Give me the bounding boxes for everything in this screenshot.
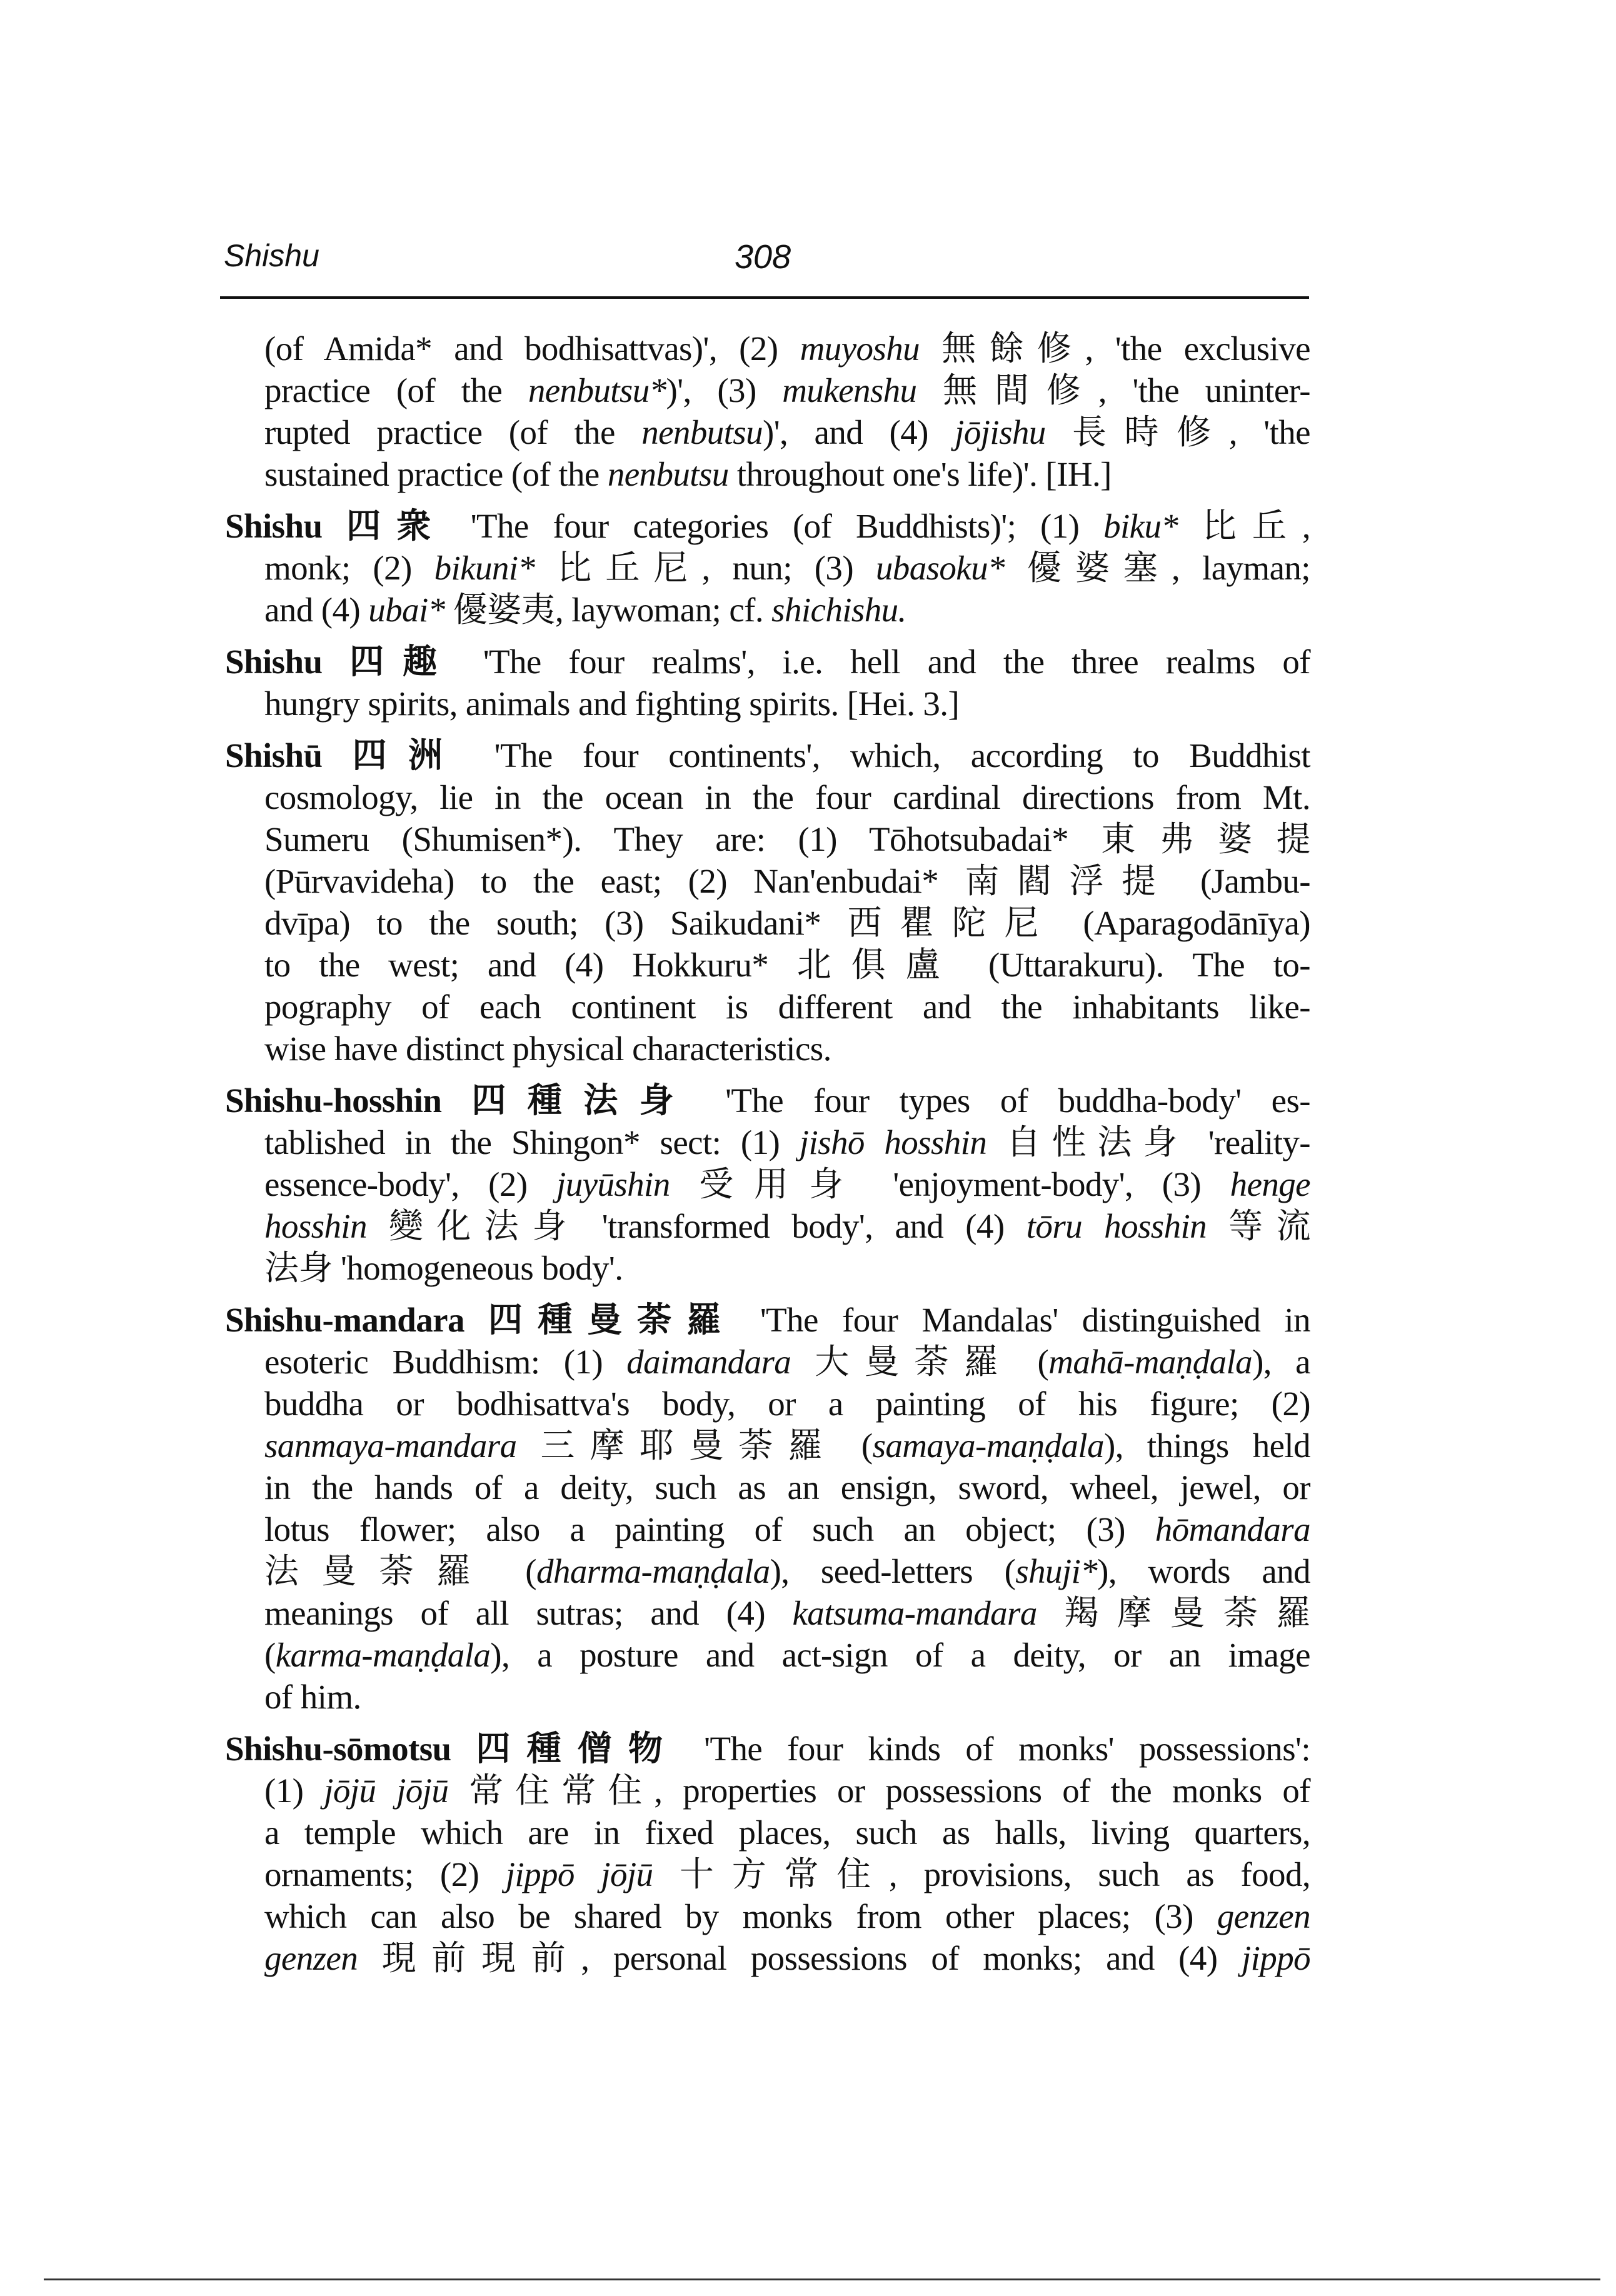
text-line — [264, 1205, 1310, 1247]
text-line — [264, 776, 1310, 818]
italic-term: jōjishu — [955, 413, 1046, 451]
text-run: hungry spirits, animals and fighting spirits. [Hei. 3.] — [264, 684, 960, 723]
text-run: to the west; and (4) Hokkuru* 北俱盧 (Uttarakuru). The to- — [264, 946, 1310, 984]
italic-term: jippō jōjū — [505, 1855, 653, 1893]
text-line — [264, 944, 1310, 986]
text-run: )', (3) — [666, 371, 783, 409]
text-run: ), things held — [1104, 1426, 1311, 1465]
text-line — [225, 641, 1310, 683]
text-run: 'The four continents', which, according to Buddhist — [464, 736, 1310, 775]
text-line — [264, 1895, 1310, 1937]
text-run: 變化法身 'transformed body', and (4) — [366, 1207, 1026, 1245]
entry-continuation — [225, 328, 1310, 495]
text-run: 現前現前, personal possessions of monks; and (4) — [358, 1939, 1242, 1977]
text-run: ), a posture and act-sign of a deity, or an image — [490, 1636, 1310, 1674]
headword: Shishū 四洲 — [225, 736, 464, 775]
text-run: wise have distinct physical characteristics. — [264, 1030, 831, 1068]
italic-term: nenbutsu* — [528, 371, 666, 409]
text-line — [264, 1853, 1310, 1895]
text-run: meanings of all sutras; and (4) — [264, 1594, 793, 1632]
text-line — [264, 1028, 1310, 1070]
text-run: practice (of the — [264, 371, 528, 409]
headword: Shishu-sōmotsu 四種僧物 — [225, 1730, 680, 1768]
italic-term: katsuma-mandara — [792, 1594, 1037, 1632]
italic-term: mukenshu — [782, 371, 917, 409]
dictionary-entry — [225, 505, 1310, 631]
text-line — [264, 328, 1310, 369]
text-run: 等流 — [1207, 1207, 1311, 1245]
text-run: 常住常住, properties or possessions of the monks of — [448, 1772, 1310, 1810]
text-line — [264, 1592, 1310, 1634]
text-run: buddha or bodhisattva's body, or a painting of his figure; (2) — [264, 1385, 1310, 1423]
italic-term: genzen — [264, 1939, 358, 1977]
text-run: ornaments; (2) — [264, 1855, 506, 1893]
italic-term: karma-maṇḍala — [275, 1636, 491, 1674]
italic-term: nenbutsu — [641, 413, 763, 451]
italic-term: ubai* — [368, 591, 445, 629]
text-run: Sumeru (Shumisen*). They are: (1) Tōhotsubadai* 東弗婆提 — [264, 820, 1310, 858]
text-run: in the hands of a deity, such as an ensign, sword, wheel, jewel, or — [264, 1468, 1310, 1506]
italic-term: biku* — [1103, 507, 1178, 545]
text-run: )', and (4) — [763, 413, 955, 451]
text-line — [225, 1080, 1310, 1121]
italic-term: juyūshin — [556, 1165, 670, 1203]
text-run: ), words and — [1097, 1552, 1311, 1590]
text-line — [264, 1341, 1310, 1383]
italic-term: bikuni* — [434, 549, 535, 587]
text-line — [264, 1247, 1310, 1289]
text-run: 優婆夷, laywoman; cf. — [444, 591, 772, 629]
italic-term: genzen — [1217, 1897, 1310, 1935]
text-line — [264, 1121, 1310, 1163]
text-line — [225, 734, 1310, 776]
text-run: a temple which are in fixed places, such as halls, living quarters, — [264, 1813, 1310, 1852]
text-line — [264, 1676, 1310, 1718]
text-run: 受用身 'enjoyment-body', (3) — [670, 1165, 1230, 1203]
text-line — [264, 1550, 1310, 1592]
text-run: (of Amida* and bodhisattvas)', (2) — [264, 329, 800, 368]
text-run: (Pūrvavideha) to the east; (2) Nan'enbudai* 南閻浮提 (Jambu- — [264, 862, 1310, 900]
text-run: 比丘, — [1178, 507, 1310, 545]
text-run: 無間修, 'the uninter- — [916, 371, 1310, 409]
italic-term: hōmandara — [1155, 1510, 1310, 1548]
text-line — [264, 369, 1310, 411]
text-line — [264, 1425, 1310, 1466]
text-run: esoteric Buddhism: (1) — [264, 1343, 627, 1381]
text-run: 優婆塞, layman; — [1004, 549, 1310, 587]
text-line — [264, 1466, 1310, 1508]
dictionary-entry — [225, 641, 1310, 724]
italic-term: jishō hosshin — [799, 1123, 987, 1161]
text-run: and (4) — [264, 591, 369, 629]
text-run: ), seed-letters ( — [770, 1552, 1016, 1590]
text-run: lotus flower; also a painting of such an object; (3) — [264, 1510, 1155, 1548]
text-line — [264, 1634, 1310, 1676]
text-line — [264, 547, 1310, 589]
text-run: 無餘修, 'the exclusive — [920, 329, 1310, 368]
text-run: throughout one's life)'. [IH.] — [728, 455, 1112, 493]
text-run: tablished in the Shingon* sect: (1) — [264, 1123, 800, 1161]
text-run: rupted practice (of the — [264, 413, 642, 451]
text-run: which can also be shared by monks from other places; (3) — [264, 1897, 1217, 1935]
text-line — [264, 860, 1310, 902]
italic-term: shuji* — [1015, 1552, 1098, 1590]
page-number: 308 — [735, 238, 791, 276]
text-run: pography of each continent is different and the inhabitants like- — [264, 988, 1310, 1026]
text-line — [264, 683, 1310, 724]
text-run: 羯摩曼荼羅 — [1036, 1594, 1310, 1632]
text-line — [264, 1163, 1310, 1205]
text-run: 'The four types of buddha-body' es- — [695, 1081, 1310, 1120]
text-run: 'The four realms', i.e. hell and the three realms of — [456, 643, 1311, 681]
text-line — [264, 818, 1310, 860]
text-line — [264, 1937, 1310, 1979]
dictionary-entry — [225, 1299, 1310, 1718]
text-run: cosmology, lie in the ocean in the four cardinal directions from Mt. — [264, 778, 1310, 816]
text-run: ( — [264, 1636, 276, 1674]
dictionary-entry — [225, 734, 1310, 1070]
italic-term: mahā-maṇḍala — [1048, 1343, 1253, 1381]
text-run: 法身 'homogeneous body'. — [264, 1249, 623, 1287]
italic-term: jippō — [1241, 1939, 1310, 1977]
headword: Shishu 四趣 — [225, 643, 456, 681]
text-line — [264, 1812, 1310, 1853]
text-run: 自性法身 'reality- — [986, 1123, 1310, 1161]
italic-term: daimandara — [626, 1343, 791, 1381]
text-line — [264, 1770, 1310, 1812]
text-line — [225, 1299, 1310, 1341]
italic-term: henge — [1230, 1165, 1310, 1203]
italic-term: nenbutsu — [607, 455, 729, 493]
dictionary-body — [225, 328, 1310, 1989]
text-run: dvīpa) to the south; (3) Saikudani* 西瞿陀尼 (Aparagodānīya) — [264, 904, 1310, 942]
italic-term: sanmaya-mandara — [264, 1426, 517, 1465]
text-run: monk; (2) — [264, 549, 434, 587]
text-line — [264, 453, 1310, 495]
headword: Shishu-mandara 四種曼荼羅 — [225, 1301, 736, 1339]
footer-rule — [44, 2278, 1600, 2280]
text-line — [225, 505, 1310, 547]
text-line — [264, 986, 1310, 1028]
headword: Shishu 四衆 — [225, 507, 447, 545]
text-run: sustained practice (of the — [264, 455, 608, 493]
text-run: 比丘尼, nun; (3) — [534, 549, 876, 587]
text-line — [264, 902, 1310, 944]
dictionary-entry — [225, 1728, 1310, 1979]
header-rule — [220, 296, 1309, 299]
text-line — [225, 1728, 1310, 1770]
running-head: Shishu — [224, 238, 319, 273]
italic-term: shichishu. — [771, 591, 906, 629]
text-run: 大曼荼羅 ( — [791, 1343, 1049, 1381]
text-line — [264, 589, 1310, 631]
text-line — [264, 411, 1310, 453]
text-run: 'The four kinds of monks' possessions': — [679, 1730, 1311, 1768]
text-run: of him. — [264, 1678, 361, 1716]
italic-term: samaya-maṇḍala — [872, 1426, 1105, 1465]
text-run: 法曼荼羅 ( — [264, 1552, 537, 1590]
text-run: 'The four Mandalas' distinguished in — [736, 1301, 1310, 1339]
text-line — [264, 1508, 1310, 1550]
italic-term: tōru hosshin — [1026, 1207, 1207, 1245]
text-run: 十方常住, provisions, such as food, — [653, 1855, 1311, 1893]
text-run: (1) — [264, 1772, 324, 1810]
italic-term: ubasoku* — [875, 549, 1005, 587]
italic-term: hosshin — [264, 1207, 367, 1245]
italic-term: jōjū jōjū — [324, 1772, 449, 1810]
text-run: ), a — [1252, 1343, 1310, 1381]
text-run: 三摩耶曼荼羅 ( — [516, 1426, 873, 1465]
text-line — [264, 1383, 1310, 1425]
dictionary-entry — [225, 1080, 1310, 1289]
italic-term: muyoshu — [800, 329, 920, 368]
text-run: 長時修, 'the — [1045, 413, 1310, 451]
italic-term: dharma-maṇḍala — [536, 1552, 770, 1590]
text-run: 'The four categories (of Buddhists)'; (1) — [446, 507, 1104, 545]
headword: Shishu-hosshin 四種法身 — [225, 1081, 695, 1120]
text-run: essence-body', (2) — [264, 1165, 557, 1203]
